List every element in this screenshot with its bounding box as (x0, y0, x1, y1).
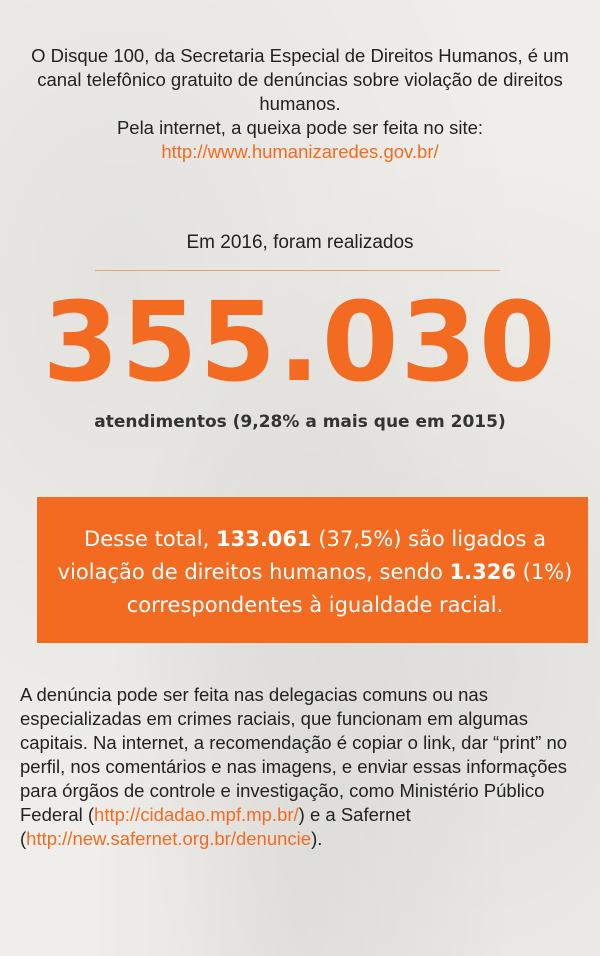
stat-caption: atendimentos (9,28% a mais que em 2015) (94, 412, 506, 432)
intro-text: O Disque 100, da Secretaria Especial de Direitos Humanos, é um canal telefônico gratuito de denúncias sobre violação de direitos humanos. (31, 45, 569, 114)
stat-number: 355.030 (42, 278, 558, 406)
intro-block (30, 44, 570, 164)
banner-total-number: 133.061 (215, 527, 312, 551)
banner-text-part: Desse total, (84, 527, 216, 551)
body-text-part: ) e a Safernet ( (20, 804, 411, 849)
body-paragraph (20, 683, 585, 851)
body-text-part: A denúncia pode ser feita nas delegacias comuns ou nas especializadas em crimes raciais, que funcionam em algumas capitais. Na internet, a recomendação é copiar o link, dar “print” no perfil, nos comentários e nas imagens, e enviar essas informações para órgãos de controle e investigação, como Ministério Público Federal ( (20, 684, 568, 825)
banner-text-part: (1%) correspondentes à igualdade racial. (126, 560, 573, 617)
humanizaredes-link[interactable]: http://www.humanizaredes.gov.br/ (161, 141, 439, 162)
divider (95, 270, 500, 271)
intro-site-label: Pela internet, a queixa pode ser feita no site: (116, 117, 484, 138)
banner-text (50, 523, 580, 622)
stat-lead: Em 2016, foram realizados (186, 232, 414, 253)
cidadao-mpf-link[interactable]: http://cidadao.mpf.mp.br/ (94, 804, 299, 825)
body-text-part: ). (311, 828, 323, 849)
banner-racial-number: 1.326 (449, 560, 516, 584)
safernet-link[interactable]: http://new.safernet.org.br/denuncie (26, 828, 312, 849)
banner-text-part: (37,5%) são ligados a violação de direitos humanos, sendo (57, 527, 546, 584)
